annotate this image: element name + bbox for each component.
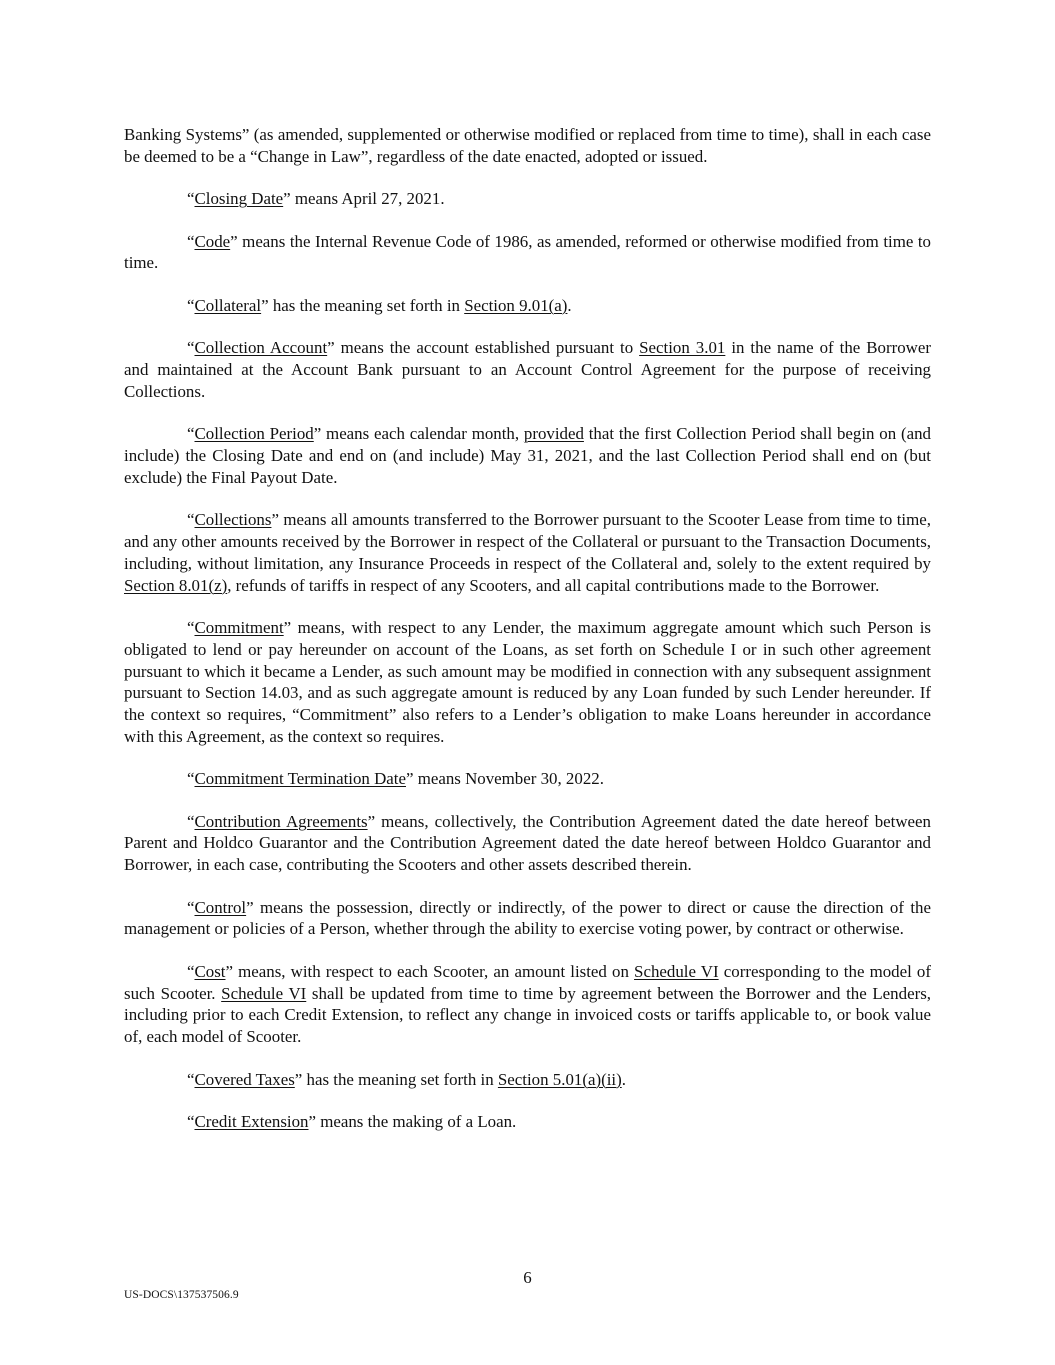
- definition-paragraph-control: [124, 897, 931, 941]
- definition-paragraph-credit-extension: [124, 1111, 931, 1133]
- paragraph-text: ” means, with respect to each Scooter, an amount listed on: [225, 961, 635, 981]
- defined-term-reference: Commitment: [194, 617, 284, 637]
- defined-term-reference: Section 3.01: [639, 338, 726, 358]
- definition-paragraph-change-in-law-continued: [124, 124, 931, 168]
- paragraph-text: .: [621, 1069, 626, 1089]
- defined-term-reference: Credit Extension: [194, 1112, 309, 1132]
- defined-term-reference: Control: [194, 897, 247, 917]
- paragraph-text: .: [567, 295, 572, 315]
- paragraph-text: “: [187, 897, 195, 917]
- definition-paragraph-contribution-agreements: [124, 811, 931, 876]
- definition-paragraph-collections: [124, 509, 931, 596]
- defined-term-reference: Schedule VI: [221, 983, 307, 1003]
- definition-paragraph-commitment-termination-date: [124, 768, 931, 790]
- defined-term-reference: Cost: [194, 961, 226, 981]
- definition-paragraph-collection-account: [124, 337, 931, 402]
- defined-term-reference: Collection Account: [194, 338, 328, 358]
- paragraph-text: ” means the account established pursuant to: [327, 338, 640, 358]
- paragraph-text: that the first Collection Period shall begin on (and include) the Closing Date and end on (and include) May 31, 2021, and the last Collection Period shall end on (but exclude) the Final Payout Date.: [124, 424, 931, 487]
- page-number: 6: [523, 1268, 532, 1287]
- paragraph-text: ” means November 30, 2022.: [405, 769, 604, 789]
- defined-term-reference: Contribution Agreements: [194, 811, 368, 831]
- paragraph-text: “: [187, 961, 195, 981]
- paragraph-text: ” means the possession, directly or indirectly, of the power to direct or cause the direction of the management or policies of a Person, whether through the ability to exercise voting power, by contract or otherwise.: [124, 897, 931, 939]
- definition-paragraph-covered-taxes: [124, 1069, 931, 1091]
- defined-term-reference: Collections: [194, 510, 272, 530]
- paragraph-text: “: [187, 510, 195, 530]
- paragraph-text: “: [187, 338, 195, 358]
- defined-term-reference: provided: [523, 424, 584, 444]
- paragraph-text: ” means April 27, 2021.: [283, 189, 445, 209]
- paragraph-text: “: [187, 189, 195, 209]
- paragraph-text: “: [187, 231, 195, 251]
- paragraph-text: in the name of the Borrower and maintained at the Account Bank pursuant to an Account Control Agreement for the purpose of receiving Collections.: [124, 338, 931, 401]
- document-body: [124, 124, 931, 1153]
- paragraph-text: ” means the Internal Revenue Code of 1986, as amended, reformed or otherwise modified from time to time.: [124, 231, 931, 273]
- defined-term-reference: Schedule VI: [634, 961, 719, 981]
- paragraph-text: shall be updated from time to time by agreement between the Borrower and the Lenders, including prior to each Credit Extension, to reflect any change in invoiced costs or tariffs applicable to, or book value of, each model of Scooter.: [124, 983, 931, 1047]
- paragraph-text: , refunds of tariffs in respect of any Scooters, and all capital contributions made to the Borrower.: [227, 575, 880, 595]
- paragraph-text: “: [187, 811, 195, 831]
- defined-term-reference: Collection Period: [194, 424, 314, 444]
- paragraph-text: “: [187, 295, 195, 315]
- definition-paragraph-closing-date: [124, 188, 931, 210]
- paragraph-text: ” has the meaning set forth in: [261, 295, 465, 315]
- paragraph-text: ” means all amounts transferred to the Borrower pursuant to the Scooter Lease from time to time, and any other amounts received by the Borrower in respect of the Collateral or pursuant to the Transaction Documents, including, without limitation, any Insurance Proceeds in respect of the Collateral and, solely to the extent required by: [124, 510, 931, 573]
- definition-paragraph-code: [124, 231, 931, 275]
- paragraph-text: corresponding to the model of such Scooter.: [124, 961, 932, 1003]
- defined-term-reference: Section 5.01(a)(ii): [497, 1069, 622, 1089]
- paragraph-text: “: [187, 1069, 195, 1089]
- defined-term-reference: Section 8.01(z): [124, 575, 228, 595]
- paragraph-text: Banking Systems” (as amended, supplemented or otherwise modified or replaced from time to time), shall in each case be deemed to be a “Change in Law”, regardless of the date enacted, adopted or issued.: [124, 125, 931, 166]
- document-id: US-DOCS\137537506.9: [124, 1289, 239, 1301]
- paragraph-text: “: [187, 424, 195, 444]
- paragraph-text: “: [187, 1112, 195, 1132]
- paragraph-text: ” means, collectively, the Contribution Agreement dated the date hereof between Parent and Holdco Guarantor and the Contribution Agreement dated the date hereof between Holdco Guarantor and Borrower, in each case, contributing the Scooters and other assets described therein.: [124, 811, 931, 875]
- paragraph-text: ” means each calendar month,: [313, 424, 524, 444]
- defined-term-reference: Covered Taxes: [194, 1069, 295, 1089]
- definition-paragraph-cost: [124, 961, 931, 1048]
- paragraph-text: ” means, with respect to any Lender, the maximum aggregate amount which such Person is obligated to lend or pay hereunder on account of the Loans, as set forth on Schedule I or in such other agreement pursuant to which it became a Lender, as such amount may be modified in connection with any subsequent assignment pursuant to Section 14.03, and as such aggregate amount is reduced by any Loan funded by such Lender hereunder. If the context so requires, “Commitment” also refers to a Lender’s obligation to make Loans hereunder in accordance with this Agreement, as the context so requires.: [124, 617, 931, 746]
- paragraph-text: ” means the making of a Loan.: [308, 1112, 517, 1132]
- defined-term-reference: Commitment Termination Date: [194, 769, 406, 789]
- defined-term-reference: Closing Date: [194, 189, 284, 209]
- defined-term-reference: Section 9.01(a): [464, 295, 568, 315]
- defined-term-reference: Code: [194, 231, 231, 251]
- paragraph-text: “: [187, 769, 195, 789]
- defined-term-reference: Collateral: [194, 295, 262, 315]
- paragraph-text: “: [187, 617, 195, 637]
- definition-paragraph-collateral: [124, 295, 931, 317]
- paragraph-text: ” has the meaning set forth in: [294, 1069, 498, 1089]
- definition-paragraph-collection-period: [124, 423, 931, 488]
- definition-paragraph-commitment: [124, 617, 931, 748]
